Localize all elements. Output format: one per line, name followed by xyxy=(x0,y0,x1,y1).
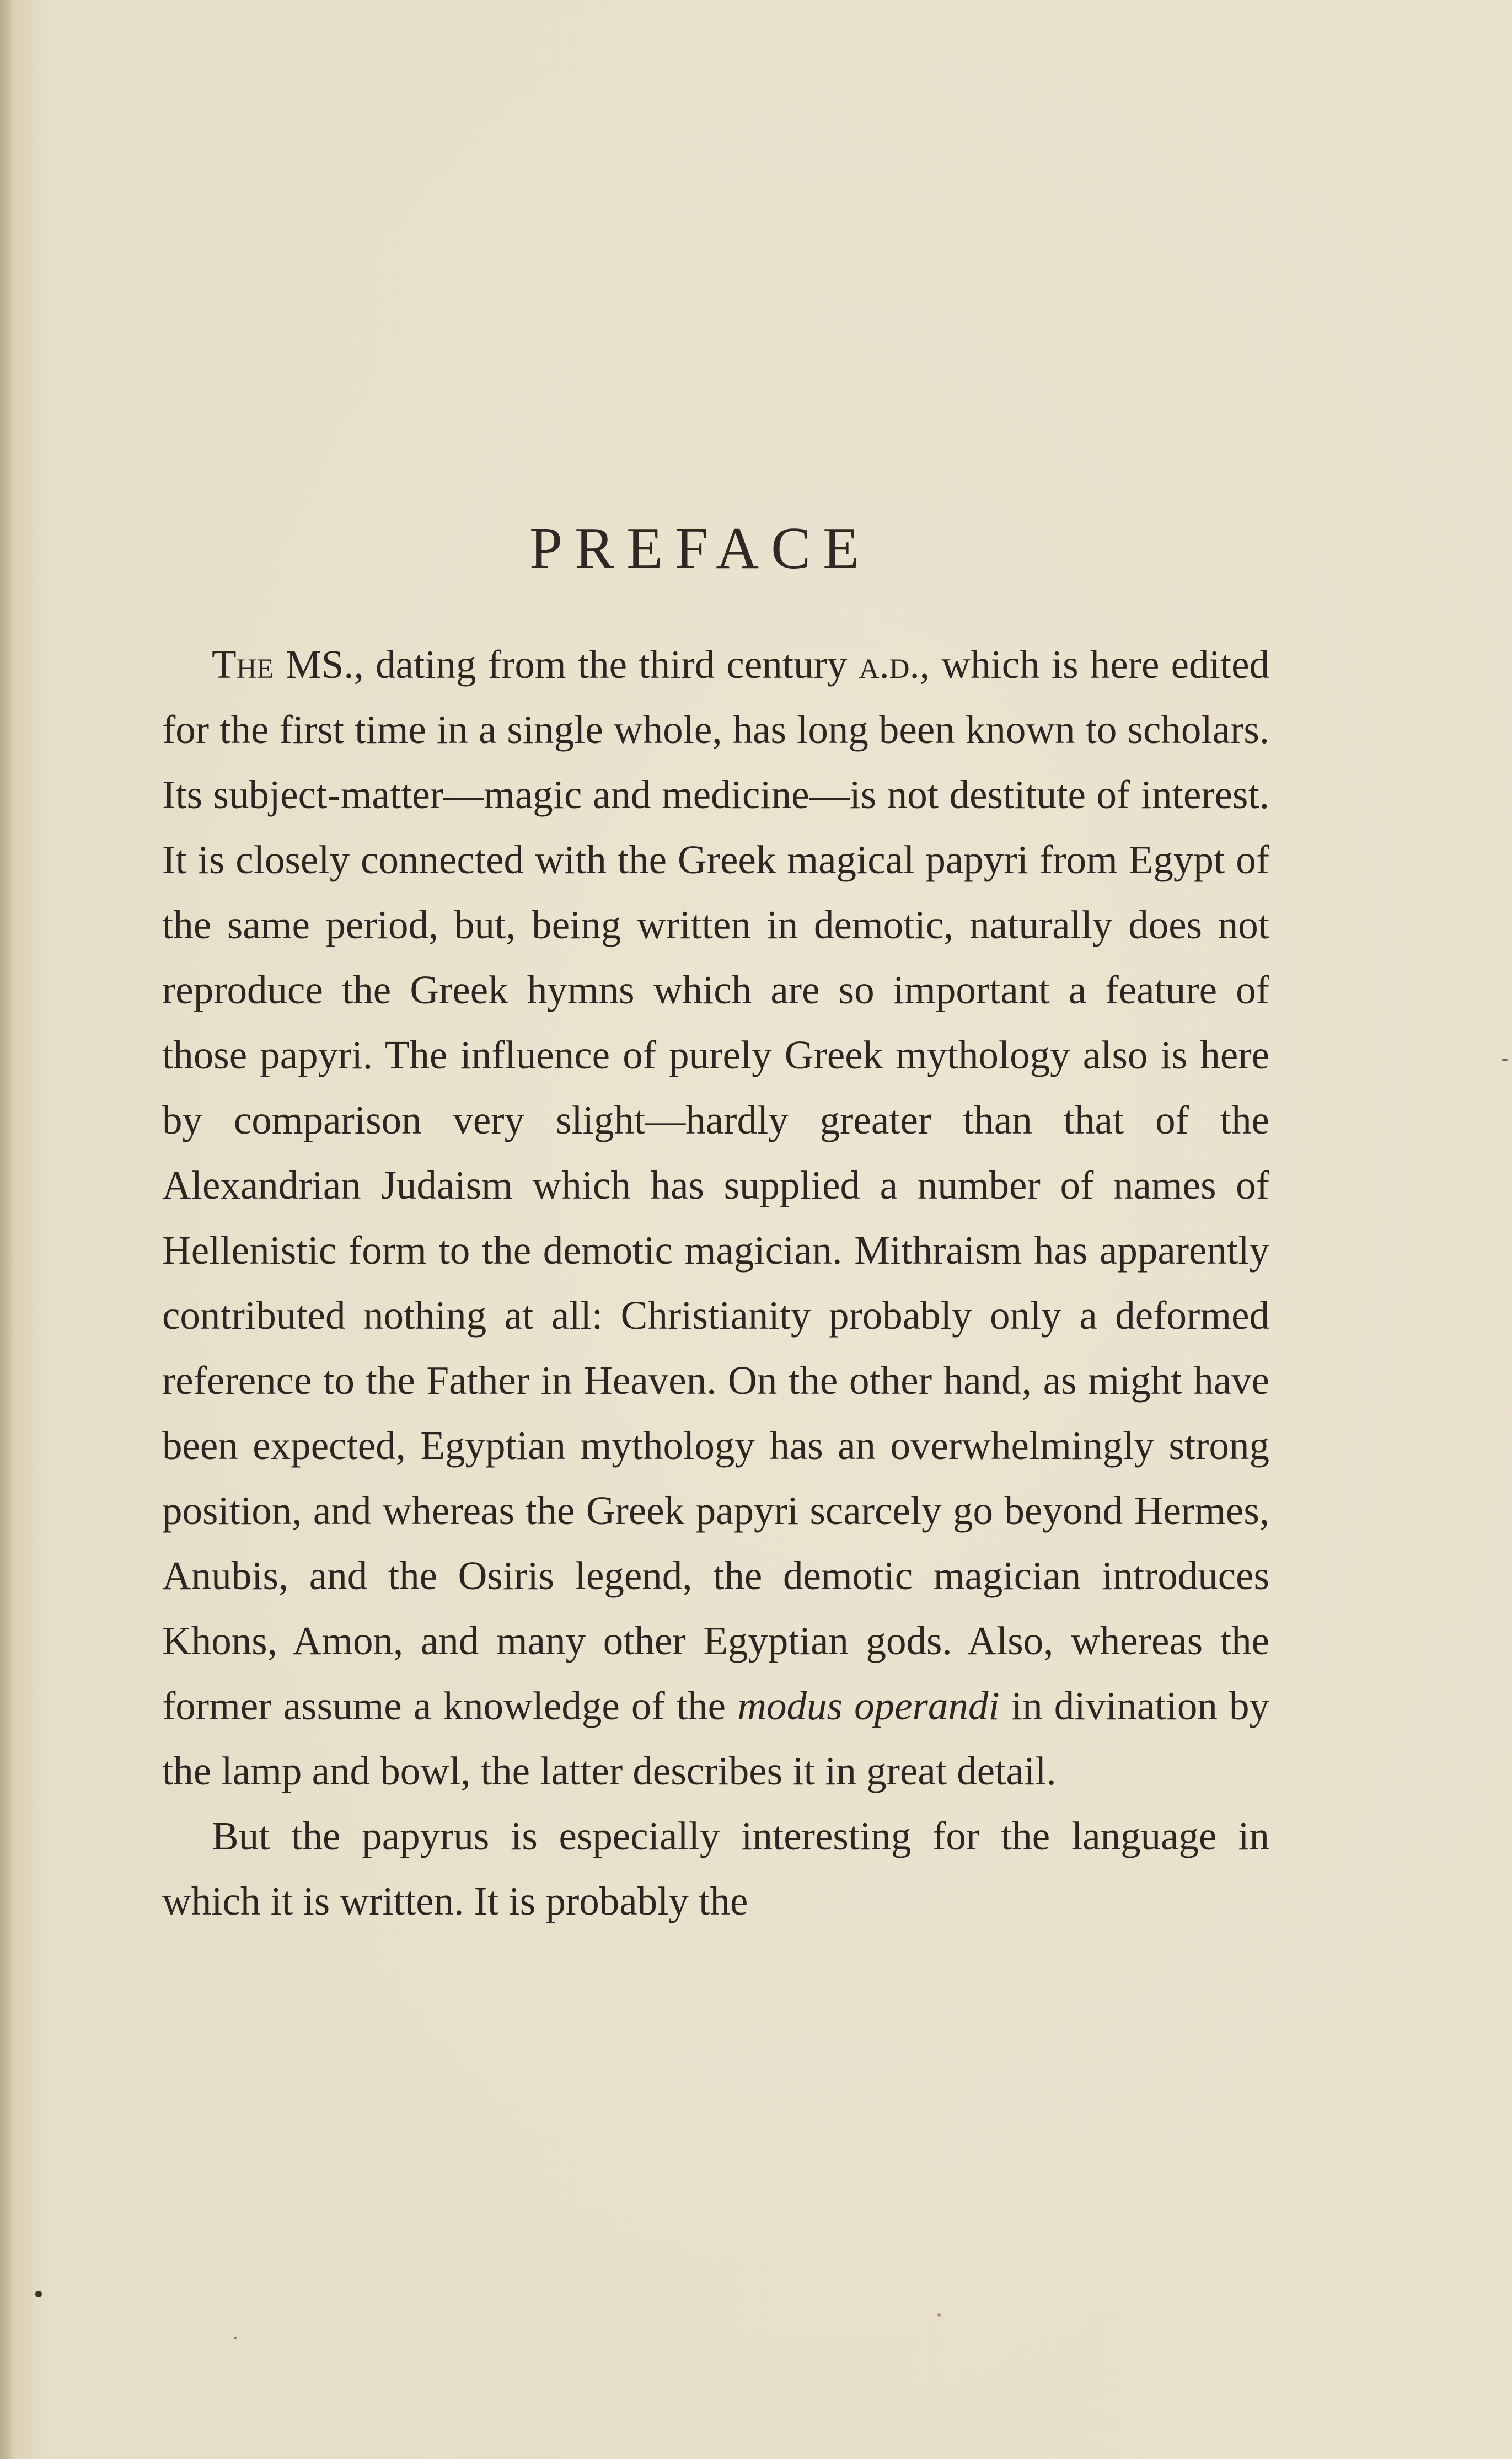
paragraph-1-text-c: in divination by the lamp and bowl, the latter describes it in great detail. xyxy=(162,1683,1270,1793)
page-gutter-shadow xyxy=(0,0,13,2459)
italic-phrase: modus operandi xyxy=(737,1683,1000,1728)
paragraph-1 xyxy=(162,632,1269,1804)
page-title: PREFACE xyxy=(529,516,872,581)
ink-speck xyxy=(1502,1059,1508,1061)
ink-speck xyxy=(234,2337,237,2339)
paragraph-1-text-a: MS., dating from the third century xyxy=(274,642,859,687)
preface-body xyxy=(162,632,1269,1934)
ink-speck xyxy=(35,2291,42,2297)
paragraph-2: But the papyrus is especially interesting for the language in which it is written. It is probably the xyxy=(162,1814,1269,1923)
paragraph-1-text-b: , which is here edited for the first time in a single whole, has long been known to scholars. Its subject-matter—magic and medicine—is not destitute of interest. It is closely connected with the Greek magical papyri from Egypt of the same period, but, being written in demotic, naturally does not reproduce the Greek hymns which are so important a feature of those papyri. The influence of purely Greek mythology also is here by comparison very slight—hardly greater than that of the Alexandrian Judaism which has supplied a number of names of Hellenistic form to the demotic magician. Mithraism has apparently contributed nothing at all: Christianity probably only a deformed reference to the Father in Heaven. On the other hand, as might have been expected, Egyptian mythology has an overwhelmingly strong position, and whereas the Greek papyri scarcely go beyond Hermes, Anubis, and the Osiris legend, the demotic magician introduces Khons, Amon, and many other Egyptian gods. Also, whereas the former assume a knowledge of the xyxy=(162,642,1269,1728)
small-caps-lead: The xyxy=(212,642,274,687)
ink-speck xyxy=(937,2313,941,2317)
era-abbreviation: a.d. xyxy=(859,642,920,687)
